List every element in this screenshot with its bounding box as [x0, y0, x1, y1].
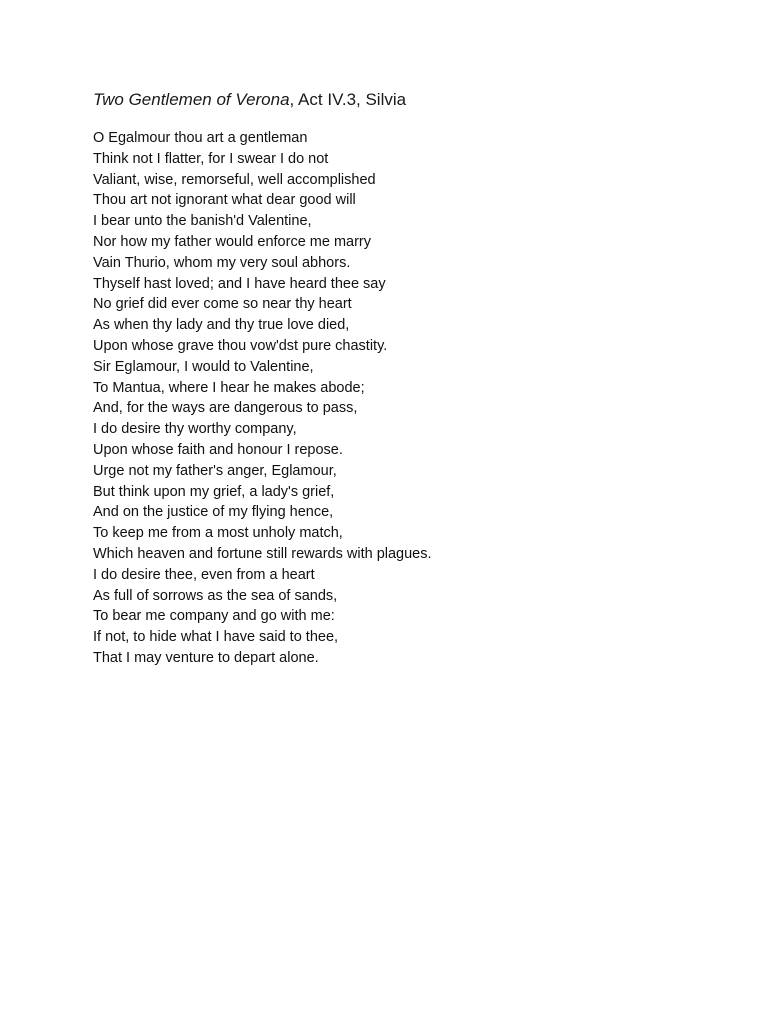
verse-line: Think not I flatter, for I swear I do not: [93, 150, 329, 167]
verse-line: Upon whose faith and honour I repose.: [93, 441, 343, 458]
verse-line: If not, to hide what I have said to thee,: [93, 629, 339, 646]
verse-body: [93, 128, 432, 669]
document-title: [93, 89, 406, 111]
verse-line: Upon whose grave thou vow'dst pure chastity.: [93, 337, 388, 354]
verse-line: Urge not my father's anger, Eglamour,: [93, 462, 337, 479]
play-title: Two Gentlemen of Verona: [93, 90, 290, 109]
verse-line: I do desire thy worthy company,: [93, 421, 297, 438]
verse-line: And, for the ways are dangerous to pass,: [93, 400, 358, 417]
verse-line: Thou art not ignorant what dear good will: [93, 192, 356, 209]
verse-line: And on the justice of my flying hence,: [93, 504, 334, 521]
verse-line: I do desire thee, even from a heart: [93, 566, 315, 583]
verse-line: Valiant, wise, remorseful, well accomplished: [93, 171, 376, 188]
verse-line: To bear me company and go with me:: [93, 608, 335, 625]
verse-line: I bear unto the banish'd Valentine,: [93, 213, 312, 230]
verse-line: Vain Thurio, whom my very soul abhors.: [93, 254, 351, 271]
verse-line: As full of sorrows as the sea of sands,: [93, 587, 338, 604]
verse-line: Sir Eglamour, I would to Valentine,: [93, 358, 314, 375]
verse-line: Nor how my father would enforce me marry: [93, 233, 372, 250]
verse-line: But think upon my grief, a lady's grief,: [93, 483, 335, 500]
scene-reference: , Act IV.3, Silvia: [289, 90, 407, 109]
verse-line: As when thy lady and thy true love died,: [93, 317, 350, 334]
verse-line: To keep me from a most unholy match,: [93, 525, 343, 542]
verse-line: Thyself hast loved; and I have heard thee say: [93, 275, 386, 292]
verse-line: O Egalmour thou art a gentleman: [93, 130, 308, 146]
verse-line: No grief did ever come so near thy heart: [93, 296, 352, 313]
verse-line: Which heaven and fortune still rewards with plagues.: [93, 545, 432, 562]
verse-line: That I may venture to depart alone.: [93, 649, 319, 666]
verse-line: To Mantua, where I hear he makes abode;: [93, 379, 365, 396]
